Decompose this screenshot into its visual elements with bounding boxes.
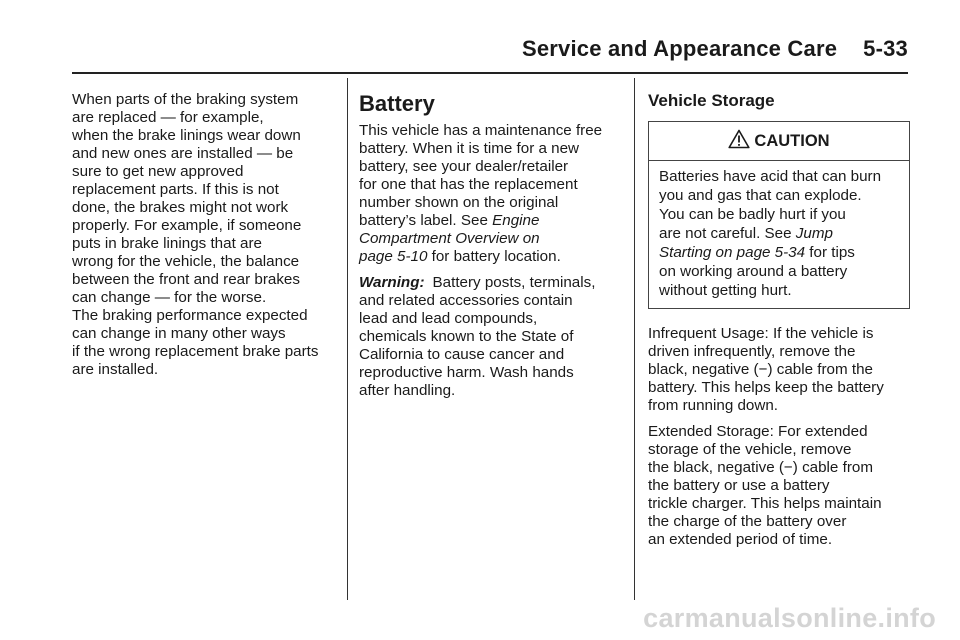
text-line: the battery or use a battery [648, 477, 830, 494]
text-line: can change in many other ways [72, 325, 286, 342]
header-title: Service and Appearance Care [521, 36, 838, 61]
page-5-10-link[interactable]: page 5-10 [359, 248, 428, 265]
brake-parts-paragraph [72, 91, 340, 379]
text-run: battery’s label. See [359, 212, 493, 229]
text-line: This vehicle has a maintenance free [359, 122, 603, 139]
text-line [659, 243, 899, 262]
infrequent-usage-paragraph [648, 325, 910, 415]
text-line: done, the brakes might not work [72, 199, 289, 216]
text-line: properly. For example, if someone [72, 217, 302, 234]
text-line [659, 224, 899, 243]
battery-heading: Battery [359, 91, 435, 116]
text-line: driven infrequently, remove the [648, 343, 856, 360]
column-1 [72, 91, 340, 379]
text-line: When parts of the braking system [72, 91, 299, 108]
text-line: when the brake linings wear down [72, 127, 301, 144]
text-line: you and gas that can explode. [659, 187, 862, 204]
caution-header [649, 122, 909, 161]
text-line: the charge of the battery over [648, 513, 847, 530]
text-line: on working around a battery [659, 263, 848, 280]
column-divider-2 [634, 78, 635, 600]
text-line: lead and lead compounds, [359, 310, 538, 327]
column-3 [648, 91, 910, 557]
text-line: storage of the vehicle, remove [648, 441, 852, 458]
caution-body [649, 161, 909, 308]
text-line: are replaced — for example, [72, 109, 264, 126]
text-line: wrong for the vehicle, the balance [72, 253, 300, 270]
text-line: battery. This helps keep the battery [648, 379, 884, 396]
page-number: 5-33 [863, 36, 908, 61]
header-rule [72, 72, 908, 74]
text-run: for tips [805, 244, 855, 261]
text-line: from running down. [648, 397, 779, 414]
warning-triangle-icon [728, 129, 750, 149]
warning-paragraph [359, 274, 624, 400]
text-line: Batteries have acid that can burn [659, 168, 882, 185]
battery-paragraph [359, 122, 624, 266]
text-line: California to cause cancer and [359, 346, 565, 363]
text-line: are installed. [72, 361, 159, 378]
text-line: if the wrong replacement brake parts [72, 343, 319, 360]
text-line: reproductive harm. Wash hands [359, 364, 574, 381]
warning-label: Warning: [359, 274, 425, 291]
text-line: puts in brake linings that are [72, 235, 262, 252]
text-line: You can be badly hurt if you [659, 206, 846, 223]
text-line: chemicals known to the State of [359, 328, 574, 345]
text-line: and related accessories contain [359, 292, 573, 309]
engine-compartment-link[interactable]: Engine [492, 212, 540, 229]
text-line: without getting hurt. [659, 282, 792, 299]
engine-compartment-link-cont[interactable]: Compartment Overview on [359, 230, 540, 247]
text-line: between the front and rear brakes [72, 271, 300, 288]
text-line: an extended period of time. [648, 531, 833, 548]
text-line: can change — for the worse. [72, 289, 267, 306]
text-line: sure to get new approved [72, 163, 244, 180]
caution-title: CAUTION [754, 132, 830, 150]
text-line: black, negative (−) cable from the [648, 361, 873, 378]
text-run: for battery location. [427, 248, 561, 265]
text-line: trickle charger. This helps maintain [648, 495, 882, 512]
page-5-34-link[interactable]: Starting on page 5-34 [659, 244, 806, 261]
column-divider-1 [347, 78, 348, 600]
text-line: battery. When it is time for a new [359, 140, 580, 157]
text-line: replacement parts. If this is not [72, 181, 279, 198]
text-line: Infrequent Usage: If the vehicle is [648, 325, 874, 342]
text-line: the black, negative (−) cable from [648, 459, 873, 476]
text-line [359, 248, 624, 266]
text-line: battery, see your dealer/retailer [359, 158, 569, 175]
text-line [359, 274, 624, 292]
extended-storage-paragraph [648, 423, 910, 549]
column-2 [359, 91, 624, 408]
text-run: Battery posts, terminals, [432, 274, 596, 291]
text-line [359, 212, 624, 230]
text-line: Extended Storage: For extended [648, 423, 868, 440]
vehicle-storage-heading: Vehicle Storage [648, 91, 775, 110]
watermark: carmanualsonline.info [643, 603, 936, 633]
jump-starting-link[interactable]: Jump [795, 225, 833, 242]
caution-box [648, 121, 910, 309]
text-line: for one that has the replacement [359, 176, 578, 193]
text-line: after handling. [359, 382, 456, 399]
page-header [522, 36, 908, 62]
text-line: and new ones are installed — be [72, 145, 294, 162]
text-line: The braking performance expected [72, 307, 308, 324]
text-run: are not careful. See [659, 225, 796, 242]
text-line: number shown on the original [359, 194, 559, 211]
